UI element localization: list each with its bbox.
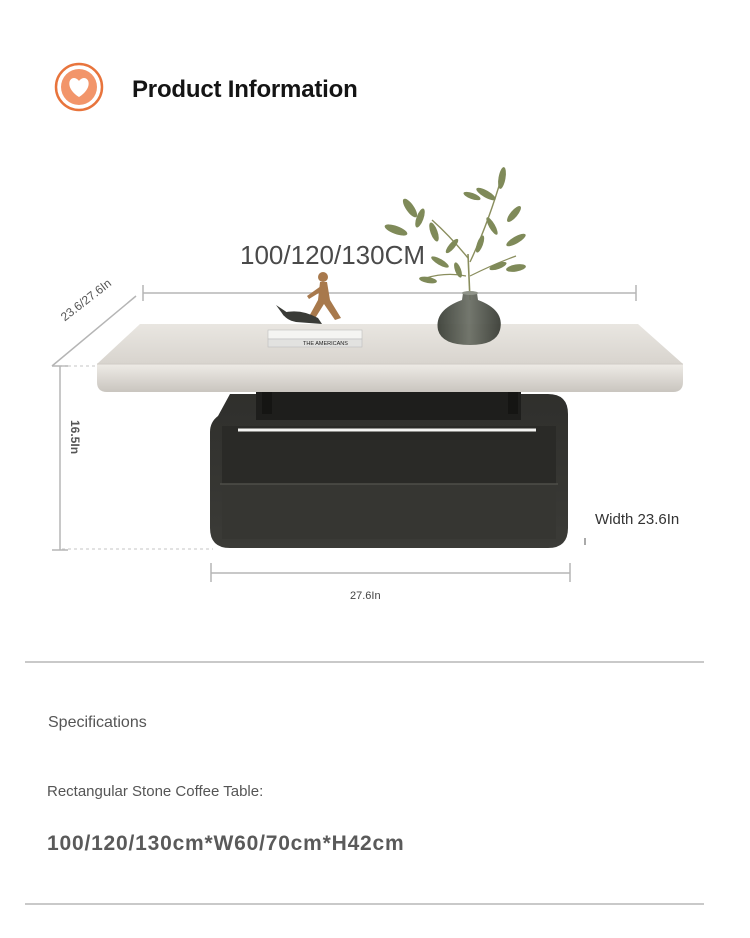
specifications-heading: Specifications [48, 714, 147, 731]
product-name: Rectangular Stone Coffee Table: [47, 783, 264, 800]
heart-icon [54, 62, 104, 112]
width-dimension-label: Width 23.6In [595, 511, 680, 528]
base-length-dimension-label: 27.6In [350, 590, 381, 602]
depth-dimension-label: 23.6/27.6In [58, 276, 114, 325]
divider [25, 661, 704, 663]
page-title: Product Information [132, 76, 358, 103]
book-title: THE AMERICANS [303, 341, 348, 347]
product-size-spec: 100/120/130cm*W60/70cm*H42cm [47, 832, 405, 855]
height-dimension-label: 16.5In [68, 420, 82, 455]
figurine-sculpture [306, 272, 341, 322]
divider [25, 903, 704, 905]
length-dimension-label: 100/120/130CM [240, 240, 426, 270]
coffee-table-illustration [0, 150, 750, 620]
